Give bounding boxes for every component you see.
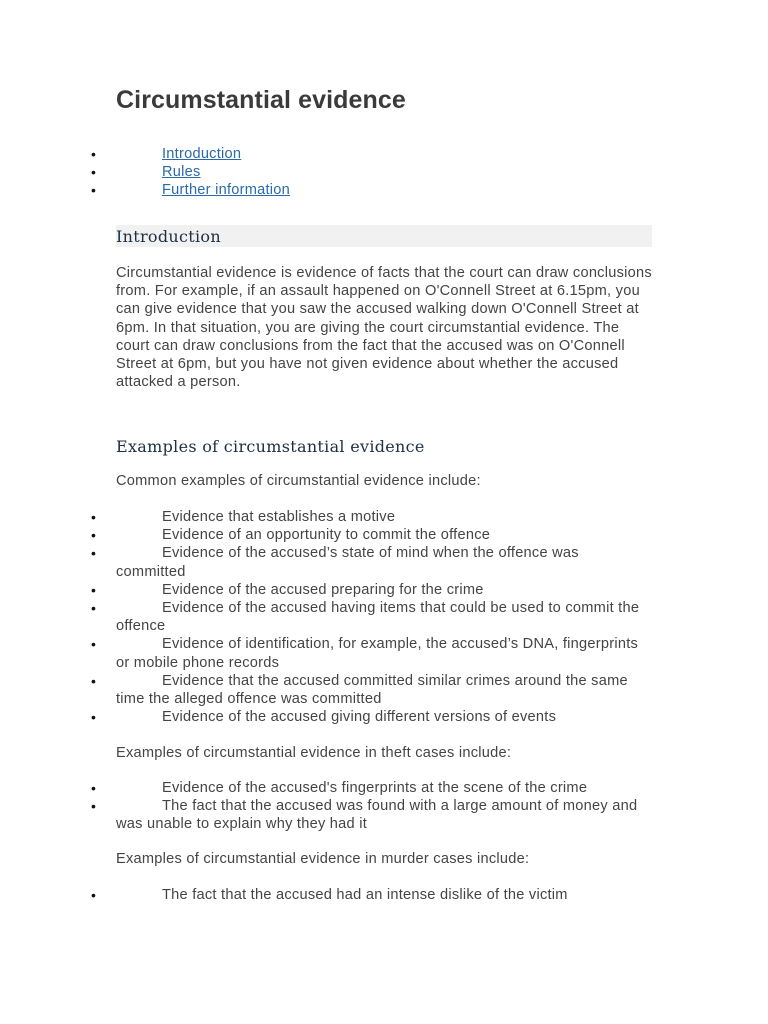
bullet-icon: • bbox=[91, 780, 97, 796]
murder-examples-intro: Examples of circumstantial evidence in murder cases include: bbox=[116, 851, 530, 867]
list-item: • Evidence of the accused’s state of mind when the offence was committed bbox=[91, 545, 579, 580]
bullet-icon: • bbox=[91, 146, 97, 162]
common-examples-intro: Common examples of circumstantial evidence include: bbox=[116, 473, 481, 489]
bullet-icon: • bbox=[91, 636, 97, 653]
toc-item-further-information bbox=[91, 181, 652, 199]
bullet-icon: • bbox=[91, 798, 97, 815]
list-item: • The fact that the accused had an intense dislike of the victim bbox=[91, 887, 568, 903]
toc-item-introduction bbox=[91, 145, 652, 163]
examples-heading: Examples of circumstantial evidence bbox=[116, 437, 425, 456]
list-item: • Evidence of identification, for example, the accused’s DNA, fingerprints or mobile phone records bbox=[91, 636, 639, 671]
introduction-paragraph: Circumstantial evidence is evidence of facts that the court can draw conclusions from. For example, if an assault happened on O'Connell Street at 6.15pm, you can give evidence that you saw the accused walking down O'Connell Street at 6pm. In that situation, you are giving the court circumstantial evidence. The court can draw conclusions from the fact that the accused was on O'Connell Street at 6pm, but you have not given evidence about whether the accused attacked a person. bbox=[116, 265, 652, 391]
bullet-icon: • bbox=[91, 672, 97, 689]
list-item: • The fact that the accused was found with a large amount of money and was unable to explain why they had it bbox=[91, 798, 638, 833]
bullet-icon: • bbox=[91, 527, 97, 544]
list-item: • Evidence that establishes a motive bbox=[91, 509, 396, 525]
list-item: • Evidence of the accused giving different versions of events bbox=[91, 709, 557, 726]
theft-examples-list bbox=[91, 779, 652, 834]
list-item: • Evidence of the accused preparing for the crime bbox=[91, 581, 484, 598]
bullet-icon: • bbox=[91, 581, 97, 598]
theft-examples-intro: Examples of circumstantial evidence in theft cases include: bbox=[116, 745, 512, 761]
bullet-icon: • bbox=[91, 709, 97, 726]
bullet-icon: • bbox=[91, 887, 97, 903]
list-item: • Evidence that the accused committed similar crimes around the same time the alleged offence was committed bbox=[91, 672, 628, 708]
toc-link-introduction[interactable]: Introduction bbox=[162, 146, 242, 162]
page-title: Circumstantial evidence bbox=[116, 86, 406, 114]
bullet-icon: • bbox=[91, 600, 97, 617]
toc-link-further-information[interactable]: Further information bbox=[162, 182, 291, 199]
bullet-icon: • bbox=[91, 164, 97, 181]
bullet-icon: • bbox=[91, 509, 97, 525]
murder-examples-list bbox=[91, 886, 652, 904]
toc-link-rules[interactable]: Rules bbox=[162, 164, 201, 181]
bullet-icon: • bbox=[91, 545, 97, 562]
bullet-icon: • bbox=[91, 182, 97, 199]
list-item: • Evidence of the accused's fingerprints at the scene of the crime bbox=[91, 780, 588, 796]
table-of-contents bbox=[91, 145, 652, 200]
common-examples-list bbox=[91, 508, 652, 726]
list-item: • Evidence of an opportunity to commit the offence bbox=[91, 527, 491, 544]
list-item: • Evidence of the accused having items that could be used to commit the offence bbox=[91, 600, 640, 635]
introduction-heading: Introduction bbox=[116, 227, 221, 246]
toc-item-rules bbox=[91, 163, 652, 181]
